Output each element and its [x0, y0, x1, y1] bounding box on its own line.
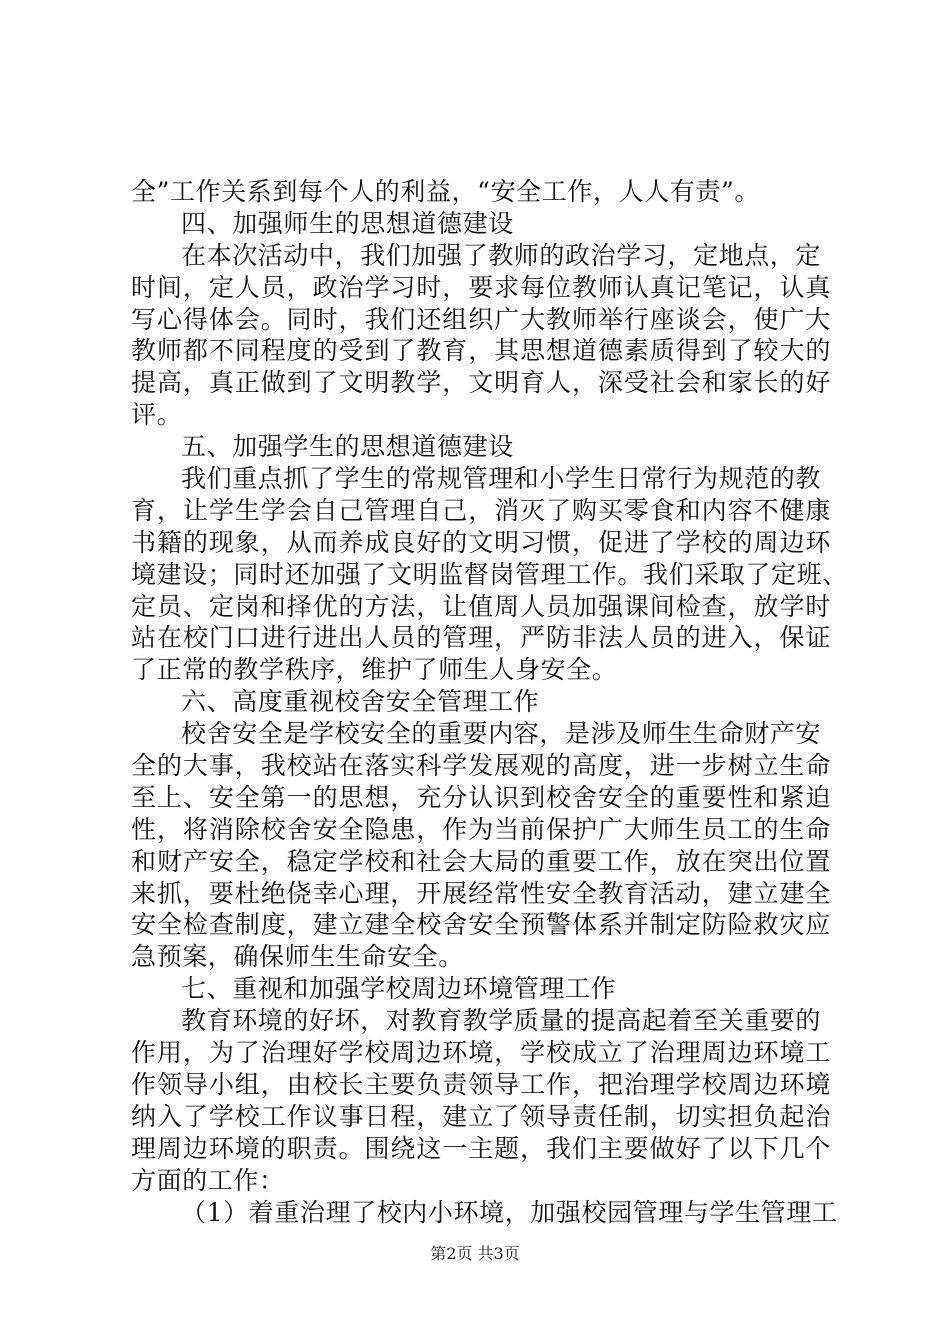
- text-line: 校舍安全是学校安全的重要内容，是涉及师生生命财产安: [181, 719, 822, 749]
- text-line: 教师都不同程度的受到了教育，其思想道德素质得到了较大的: [131, 336, 831, 366]
- text-line: 作用，为了治理好学校周边环境，学校成立了治理周边环境工: [131, 1038, 831, 1068]
- text-line: 评。: [131, 400, 183, 430]
- text-line: 纳入了学校工作议事日程，建立了领导责任制，切实担负起治: [131, 1101, 831, 1131]
- section-heading: 五、加强学生的思想道德建设: [181, 432, 514, 462]
- text-line: （1）着重治理了校内小环境，加强校园管理与学生管理工: [181, 1197, 838, 1227]
- text-line: 教育环境的好坏，对教育教学质量的提高起着至关重要的: [181, 1006, 822, 1036]
- text-line: 急预案，确保师生生命安全。: [131, 942, 464, 972]
- text-line: 时间，定人员，政治学习时，要求每位教师认真记笔记，认真: [131, 272, 831, 302]
- document-body: [131, 176, 848, 1228]
- text-line: 性，将消除校舍安全隐患，作为当前保护广大师生员工的生命: [131, 814, 831, 844]
- text-line: 作领导小组，由校长主要负责领导工作，把治理学校周边环境: [131, 1069, 831, 1099]
- text-line: 站在校门口进行进出人员的管理，严防非法人员的进入，保证: [131, 623, 831, 653]
- text-line: 定员、定岗和择优的方法，让值周人员加强课间检查，放学时: [131, 591, 831, 621]
- text-line: 安全检查制度，建立建全校舍安全预警体系并制定防险救灾应: [131, 910, 831, 940]
- page-footer: 第2页 共3页: [430, 1244, 520, 1263]
- text-line: 育，让学生学会自己管理自己，消灭了购买零食和内容不健康: [131, 495, 831, 525]
- text-line: 在本次活动中，我们加强了教师的政治学习，定地点，定: [181, 240, 822, 270]
- text-line: 方面的工作：: [131, 1165, 285, 1195]
- text-line: 来抓，要杜绝侥幸心理，开展经常性安全教育活动，建立建全: [131, 878, 831, 908]
- text-line: 至上、安全第一的思想，充分认识到校舍安全的重要性和紧迫: [131, 782, 831, 812]
- text-line: 全的大事，我校站在落实科学发展观的高度，进一步树立生命: [131, 751, 831, 781]
- text-line: 了正常的教学秩序，维护了师生人身安全。: [131, 655, 618, 685]
- text-line: 写心得体会。同时，我们还组织广大教师举行座谈会，使广大: [131, 304, 831, 334]
- section-heading: 七、重视和加强学校周边环境管理工作: [181, 974, 617, 1004]
- section-heading: 四、加强师生的思想道德建设: [181, 208, 514, 238]
- text-line: 书籍的现象，从而养成良好的文明习惯，促进了学校的周边环: [131, 527, 831, 557]
- text-line: 提高，真正做到了文明教学，文明育人，深受社会和家长的好: [131, 368, 831, 398]
- section-heading: 六、高度重视校舍安全管理工作: [181, 687, 540, 717]
- text-line: 和财产安全，稳定学校和社会大局的重要工作，放在突出位置: [131, 846, 831, 876]
- text-line: 全”工作关系到每个人的利益，“安全工作，人人有责”。: [131, 177, 760, 206]
- text-line: 我们重点抓了学生的常规管理和小学生日常行为规范的教: [181, 464, 822, 494]
- text-line: 理周边环境的职责。围绕这一主题，我们主要做好了以下几个: [131, 1133, 831, 1163]
- text-line: 境建设；同时还加强了文明监督岗管理工作。我们采取了定班、: [131, 559, 848, 589]
